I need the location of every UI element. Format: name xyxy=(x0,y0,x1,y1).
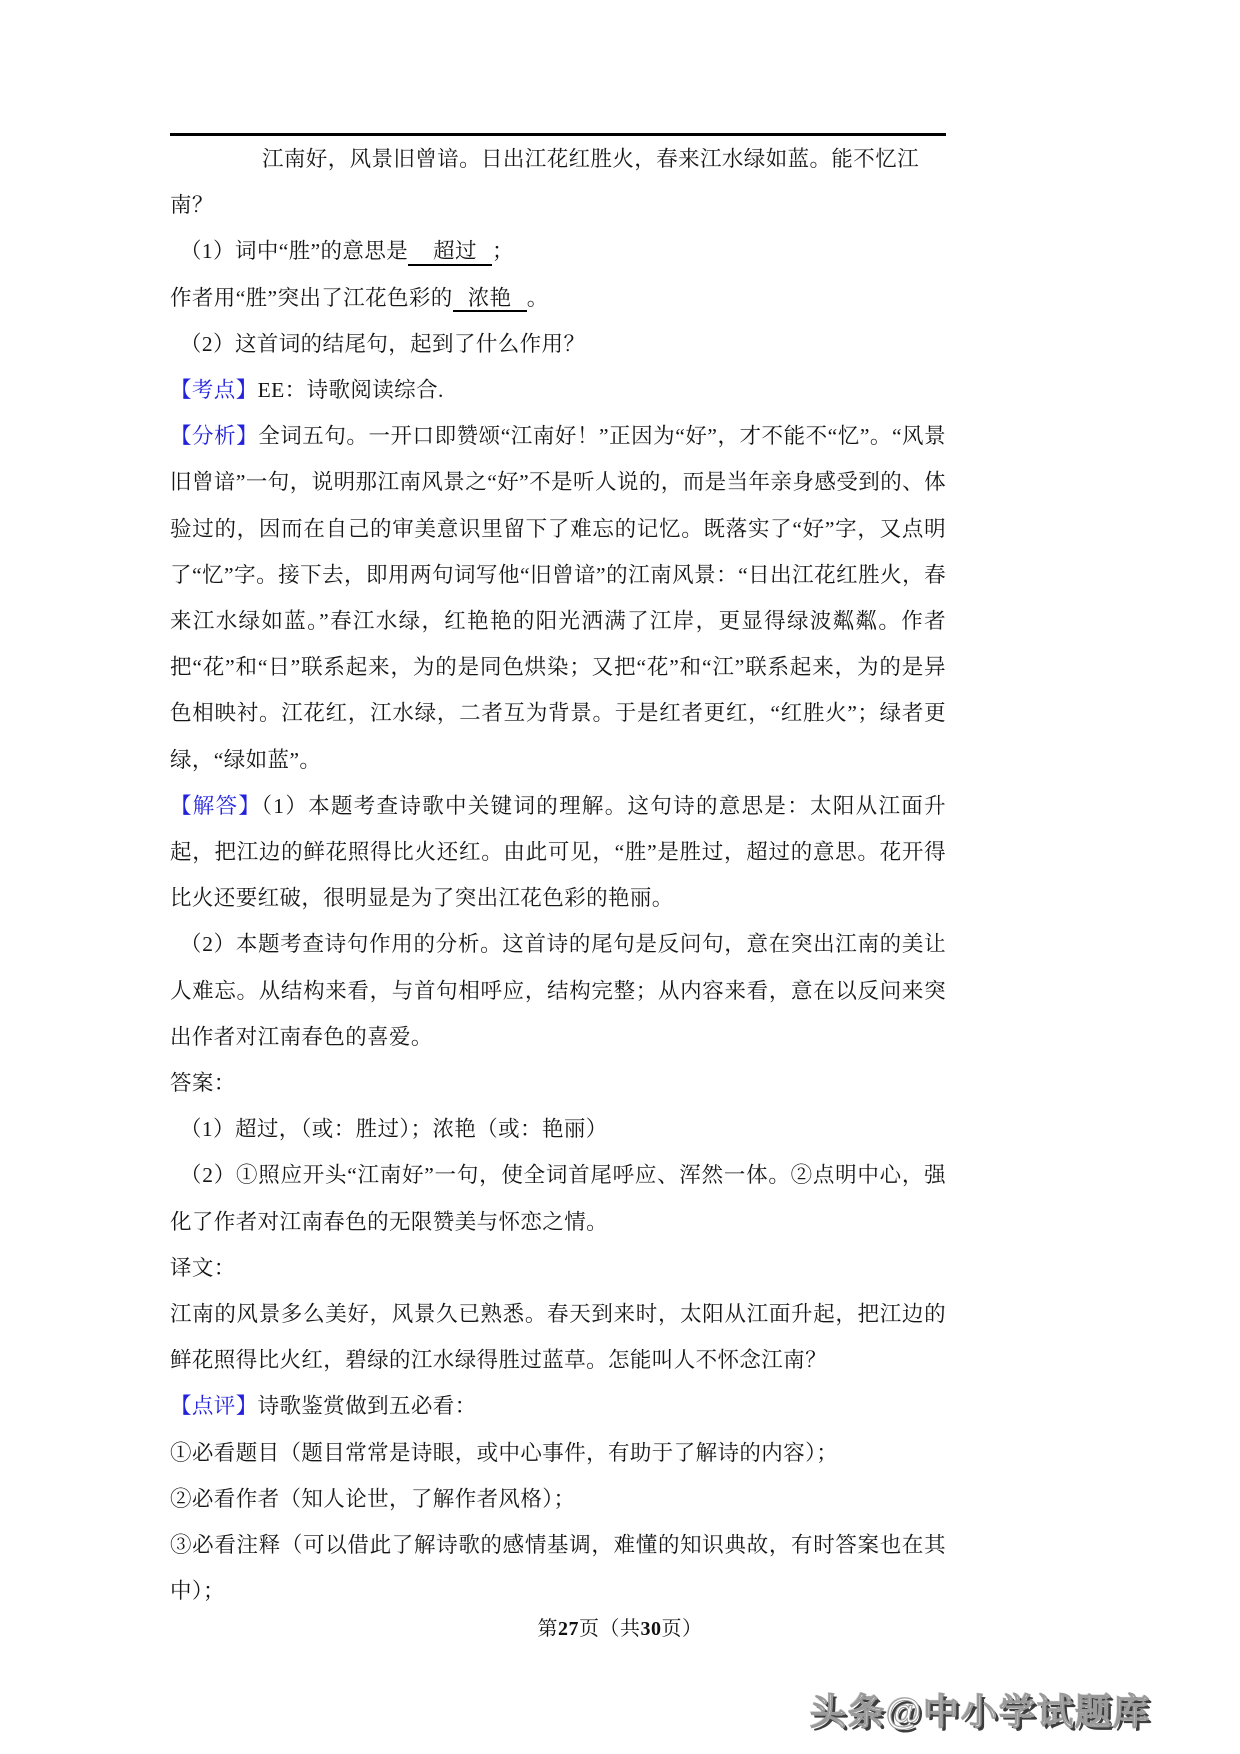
answer-1: （1）超过，（或：胜过）；浓艳（或：艳丽） xyxy=(180,1117,608,1142)
yiwen-head: 译文： xyxy=(170,1255,236,1280)
dianping-intro: 诗歌鉴赏做到五必看： xyxy=(257,1394,477,1419)
question-2: （2）这首词的结尾句，起到了什么作用？ xyxy=(180,331,586,356)
text-column xyxy=(170,0,946,1615)
dianping-item-1: ①必看题目（题目常常是诗眼，或中心事件，有助于了解诗的内容）； xyxy=(170,1440,839,1465)
jieda-label: 【解答】 xyxy=(170,793,262,818)
question-1 xyxy=(170,228,946,274)
poem-line: 江南好，风景旧曾谙。日出江花红胜火，春来江水绿如蓝。能不忆江南？ xyxy=(170,147,920,218)
jieda-part1: （1）本题考查诗歌中关键词的理解。这句诗的意思是：太阳从江面升起，把江边的鲜花照得比火还红。由此可见，“胜”是胜过，超过的意思。花开得比火还要红破，很明显是为了突出江花色彩的艳丽。 xyxy=(170,793,946,911)
kaodian-label: 【考点】 xyxy=(170,378,258,403)
section-kaodian xyxy=(170,367,946,413)
page-footer xyxy=(0,1612,1240,1641)
footer-total-pages: 30 xyxy=(640,1618,662,1640)
yiwen-text: 江南的风景多么美好，风景久已熟悉。春天到来时，太阳从江面升起，把江边的鲜花照得比火红，碧绿的江水绿得胜过蓝草。怎能叫人不怀念江南？ xyxy=(170,1302,946,1373)
dianping-item-2: ②必看作者（知人论世，了解作者风格）； xyxy=(170,1486,576,1511)
fenxi-text: 全词五句。一开口即赞颂“江南好！”正因为“好”，才不能不“忆”。“风景旧曾谙”一句，说明那江南风景之“好”不是听人说的，而是当年亲身感受到的、体验过的，因而在自己的审美意识里留下了难忘的记忆。既落实了“好”字，又点明了“忆”字。接下去，即用两句词写他“旧曾谙”的江南风景：“日出江花红胜火，春来江水绿如蓝。”春江水绿，红艳艳的阳光洒满了江岸，更显得绿波粼粼。作者把“花”和“日”联系起来，为的是同色烘染；又把“花”和“江”联系起来，为的是异色相映衬。江花红，江水绿，二者互为背景。于是红者更红，“红胜火”；绿者更绿，“绿如蓝”。 xyxy=(170,424,946,772)
question-1b-stem: 作者用“胜”突出了江花色彩的 xyxy=(170,285,453,310)
answer-2: （2）①照应开头“江南好”一句，使全词首尾呼应、浑然一体。②点明中心，强化了作者对江南春色的无限赞美与怀恋之情。 xyxy=(170,1163,946,1234)
answers-head: 答案： xyxy=(170,1071,236,1096)
footer-prefix: 第 xyxy=(537,1618,558,1640)
dianping-label: 【点评】 xyxy=(170,1394,258,1419)
section-dianping xyxy=(170,1383,946,1429)
answer-blank-2: 浓艳 xyxy=(453,286,527,313)
question-1-tail: ； xyxy=(491,239,514,264)
fenxi-label: 【分析】 xyxy=(170,424,259,449)
footer-suffix: 页） xyxy=(661,1618,703,1640)
question-1b xyxy=(170,275,946,321)
section-fenxi xyxy=(170,413,946,783)
footer-middle: 页（共 xyxy=(579,1618,641,1640)
watermark: 头条@中小学试题库 xyxy=(810,1691,1152,1732)
question-1b-tail: 。 xyxy=(526,285,549,310)
section-jieda xyxy=(170,783,946,922)
dianping-item-3: ③必看注释（可以借此了解诗歌的感情基调，难懂的知识典故，有时答案也在其中）； xyxy=(170,1533,946,1604)
answer-blank-1: 超过 xyxy=(408,239,492,266)
footer-page-number: 27 xyxy=(558,1618,579,1640)
kaodian-text: EE：诗歌阅读综合. xyxy=(257,378,444,403)
question-1-stem: （1）词中“胜”的意思是 xyxy=(180,239,409,264)
jieda-part2: （2）本题考查诗句作用的分析。这首诗的尾句是反问句，意在突出江南的美让人难忘。从结构来看，与首句相呼应，结构完整；从内容来看，意在以反问来突出作者对江南春色的喜爱。 xyxy=(170,932,946,1049)
